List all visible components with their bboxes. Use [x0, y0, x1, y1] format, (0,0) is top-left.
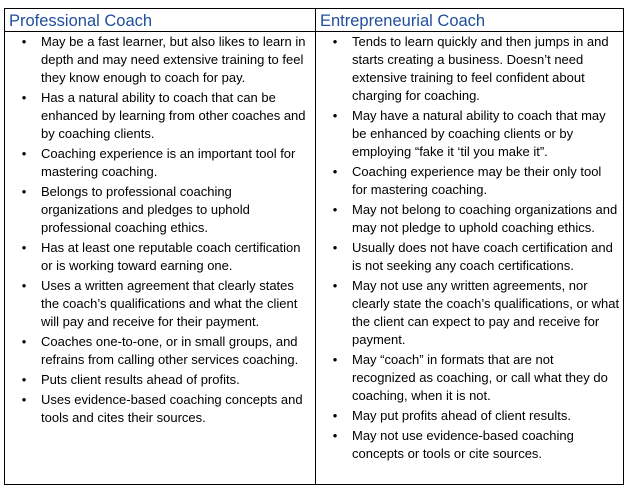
list-item — [5, 333, 311, 369]
list-item-text: Has at least one reputable coach certification or is working toward earning one. — [41, 240, 301, 273]
list-item-text: Puts client results ahead of profits. — [41, 372, 240, 387]
bullet-icon: • — [21, 334, 27, 349]
comparison-table — [4, 8, 624, 485]
bullet-icon: • — [332, 240, 338, 255]
list-item — [316, 163, 620, 199]
bullet-icon: • — [332, 428, 338, 443]
column-entrepreneurial-coach — [316, 32, 624, 484]
header-professional-coach: Professional Coach — [5, 9, 316, 32]
list-item — [5, 33, 311, 87]
bullet-icon: • — [332, 202, 338, 217]
bullet-icon: • — [21, 372, 27, 387]
list-item-text: Uses a written agreement that clearly states the coach’s qualifications and what the client will pay and receive for their payment. — [41, 278, 298, 329]
header-entrepreneurial-coach: Entrepreneurial Coach — [316, 9, 624, 32]
list-item-text: May be a fast learner, but also likes to learn in depth and may need extensive training to feel they know enough to coach for pay. — [41, 34, 306, 85]
bullet-icon: • — [332, 352, 338, 367]
bullet-icon: • — [21, 90, 27, 105]
list-item — [316, 351, 620, 405]
list-item-text: Uses evidence-based coaching concepts and tools and cites their sources. — [41, 392, 303, 425]
list-item-text: Tends to learn quickly and then jumps in and starts creating a business. Doesn’t need extensive training to feel confident about charging for coaching. — [352, 34, 609, 103]
list-item-text: May not belong to coaching organizations and may not pledge to uphold coaching ethics. — [352, 202, 618, 235]
list-item-text: Belongs to professional coaching organizations and pledges to uphold professional coaching ethics. — [41, 184, 250, 235]
list-item-text: Coaching experience is an important tool for mastering coaching. — [41, 146, 296, 179]
list-item-text: Coaching experience may be their only tool for mastering coaching. — [352, 164, 602, 197]
list-item-text: May “coach” in formats that are not recognized as coaching, or call what they do coaching, when it is not. — [352, 352, 608, 403]
column-professional-coach — [5, 32, 316, 484]
list-item — [316, 107, 620, 161]
list-item — [316, 427, 620, 463]
list-item — [5, 145, 311, 181]
list-item-text: May not use evidence-based coaching concepts or tools or cite sources. — [352, 428, 574, 461]
list-item-text: May not use any written agreements, nor clearly state the coach’s qualifications, or what the client can expect to pay and receive for payment. — [352, 278, 620, 347]
bullet-icon: • — [332, 164, 338, 179]
list-item — [316, 33, 620, 105]
list-item-text: Has a natural ability to coach that can be enhanced by learning from other coaches and by coaching clients. — [41, 90, 306, 141]
list-item-text: May have a natural ability to coach that may be enhanced by coaching clients or by employing “fake it ‘til you make it”. — [352, 108, 606, 159]
list-item — [5, 277, 311, 331]
bullet-icon: • — [332, 408, 338, 423]
bullet-icon: • — [21, 392, 27, 407]
list-item — [316, 407, 620, 425]
bullet-icon: • — [21, 278, 27, 293]
list-item — [316, 239, 620, 275]
list-item — [5, 391, 311, 427]
bullet-icon: • — [21, 184, 27, 199]
list-item — [5, 371, 311, 389]
list-item — [5, 239, 311, 275]
bullet-icon: • — [21, 146, 27, 161]
bullet-list-professional — [5, 32, 315, 427]
list-item-text: Coaches one-to-one, or in small groups, and refrains from calling other services coaching. — [41, 334, 299, 367]
list-item — [5, 89, 311, 143]
bullet-icon: • — [332, 108, 338, 123]
bullet-list-entrepreneurial — [316, 32, 624, 463]
bullet-icon: • — [332, 34, 338, 49]
list-item — [5, 183, 311, 237]
bullet-icon: • — [21, 34, 27, 49]
list-item — [316, 201, 620, 237]
list-item-text: May put profits ahead of client results. — [352, 408, 571, 423]
bullet-icon: • — [332, 278, 338, 293]
list-item — [316, 277, 620, 349]
list-item-text: Usually does not have coach certification and is not seeking any coach certifications. — [352, 240, 613, 273]
bullet-icon: • — [21, 240, 27, 255]
